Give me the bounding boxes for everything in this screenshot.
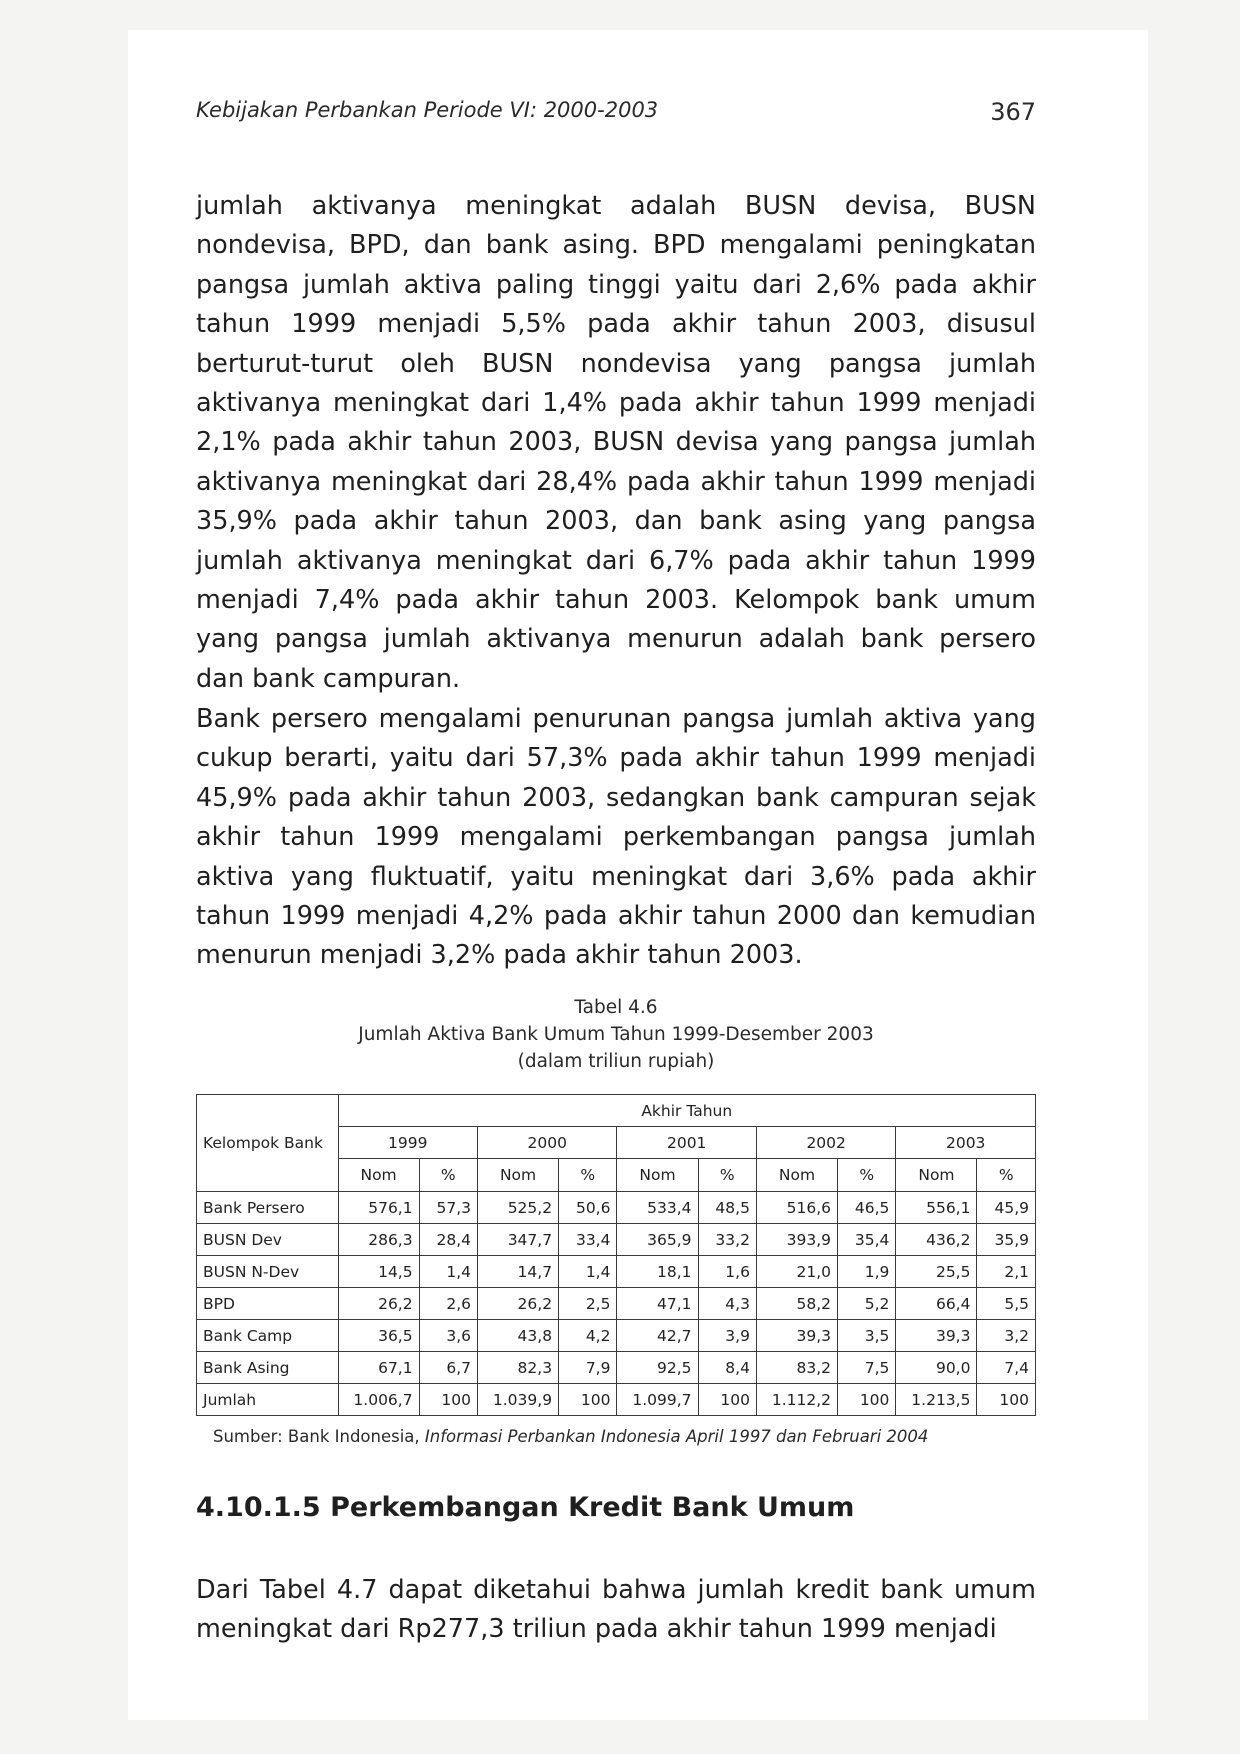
- table-cell: 35,4: [838, 1224, 896, 1256]
- sub-header-percent: %: [559, 1159, 617, 1192]
- table-cell: 35,9: [977, 1224, 1036, 1256]
- table-cell: 100: [977, 1384, 1036, 1416]
- table-cell: 43,8: [478, 1320, 559, 1352]
- table-cell: 533,4: [617, 1192, 698, 1224]
- table-cell: 100: [698, 1384, 756, 1416]
- table-cell: 516,6: [756, 1192, 837, 1224]
- table-cell: 1.112,2: [756, 1384, 837, 1416]
- table-header-row: [197, 1095, 1036, 1127]
- row-group-label: BUSN N-Dev: [197, 1256, 339, 1288]
- table-cell: 14,7: [478, 1256, 559, 1288]
- table-cell: 50,6: [559, 1192, 617, 1224]
- table-row: [197, 1352, 1036, 1384]
- year-header: 2000: [478, 1127, 617, 1159]
- table-cell: 39,3: [896, 1320, 977, 1352]
- table-cell: 33,2: [698, 1224, 756, 1256]
- period-header: Akhir Tahun: [338, 1095, 1035, 1127]
- table-cell: 1.039,9: [478, 1384, 559, 1416]
- table-cell: 5,2: [838, 1288, 896, 1320]
- sub-header-nom: Nom: [478, 1159, 559, 1192]
- table-cell: 436,2: [896, 1224, 977, 1256]
- table-cell: 1,4: [419, 1256, 477, 1288]
- table-cell: 39,3: [756, 1320, 837, 1352]
- table-cell: 90,0: [896, 1352, 977, 1384]
- table-cell: 92,5: [617, 1352, 698, 1384]
- table-row: [197, 1288, 1036, 1320]
- body-paragraph-2: Bank persero mengalami penurunan pangsa jumlah aktiva yang cukup berarti, yaitu dari 57,3% pada akhir tahun 1999 menjadi 45,9% pada akhir tahun 2003, sedangkan bank campuran sejak akhir tahun 1999 mengalami perkembangan pangsa jumlah aktiva yang fluktuatif, yaitu meningkat dari 3,6% pada akhir tahun 1999 menjadi 4,2% pada akhir tahun 2000 dan kemudian menurun menjadi 3,2% pada akhir tahun 2003.: [196, 704, 1036, 971]
- table-cell: 21,0: [756, 1256, 837, 1288]
- row-group-label: BUSN Dev: [197, 1224, 339, 1256]
- table-cell: 25,5: [896, 1256, 977, 1288]
- table-row: [197, 1192, 1036, 1224]
- sub-header-nom: Nom: [338, 1159, 419, 1192]
- table-cell: 58,2: [756, 1288, 837, 1320]
- table-cell: 6,7: [419, 1352, 477, 1384]
- running-header: [196, 98, 1036, 132]
- table-cell: 100: [419, 1384, 477, 1416]
- table-cell: 100: [559, 1384, 617, 1416]
- table-cell: 4,3: [698, 1288, 756, 1320]
- table-cell: 33,4: [559, 1224, 617, 1256]
- sub-header-percent: %: [977, 1159, 1036, 1192]
- row-group-label: Jumlah: [197, 1384, 339, 1416]
- table-cell: 100: [838, 1384, 896, 1416]
- table-cell: 1,4: [559, 1256, 617, 1288]
- table-cell: 576,1: [338, 1192, 419, 1224]
- table-cell: 83,2: [756, 1352, 837, 1384]
- table-cell: 45,9: [977, 1192, 1036, 1224]
- table-cell: 365,9: [617, 1224, 698, 1256]
- row-group-label: BPD: [197, 1288, 339, 1320]
- assets-table: [196, 1094, 1036, 1416]
- table-cell: 1,9: [838, 1256, 896, 1288]
- table-cell: 18,1: [617, 1256, 698, 1288]
- table-cell: 525,2: [478, 1192, 559, 1224]
- table-cell: 8,4: [698, 1352, 756, 1384]
- table-source-note: [213, 1427, 928, 1446]
- table-cell: 3,2: [977, 1320, 1036, 1352]
- body-paragraph-1: jumlah aktivanya meningkat adalah BUSN devisa, BUSN nondevisa, BPD, dan bank asing. BPD mengalami peningkatan pangsa jumlah aktiva paling tinggi yaitu dari 2,6% pada akhir tahun 1999 menjadi 5,5% pada akhir tahun 2003, disusul berturut-turut oleh BUSN nondevisa yang pangsa jumlah aktivanya meningkat dari 1,4% pada akhir tahun 1999 menjadi 2,1% pada akhir tahun 2003, BUSN devisa yang pangsa jumlah aktivanya meningkat dari 28,4% pada akhir tahun 1999 menjadi 35,9% pada akhir tahun 2003, dan bank asing yang pangsa jumlah aktivanya meningkat dari 6,7% pada akhir tahun 1999 menjadi 7,4% pada akhir tahun 2003. Kelompok bank umum yang pangsa jumlah aktivanya menurun adalah bank persero dan bank campuran.: [196, 191, 1036, 694]
- table-cell: 1,6: [698, 1256, 756, 1288]
- table-total-row: [197, 1384, 1036, 1416]
- sub-header-nom: Nom: [896, 1159, 977, 1192]
- table-cell: 7,4: [977, 1352, 1036, 1384]
- table-cell: 7,9: [559, 1352, 617, 1384]
- year-header: 2002: [756, 1127, 895, 1159]
- page-number: 367: [990, 98, 1036, 126]
- table-cell: 28,4: [419, 1224, 477, 1256]
- table-cell: 1.099,7: [617, 1384, 698, 1416]
- table-cell: 67,1: [338, 1352, 419, 1384]
- table-cell: 3,6: [419, 1320, 477, 1352]
- table-cell: 7,5: [838, 1352, 896, 1384]
- table-cell: 46,5: [838, 1192, 896, 1224]
- running-title: Kebijakan Perbankan Periode VI: 2000-2003: [196, 98, 659, 122]
- year-header: 1999: [338, 1127, 477, 1159]
- table-cell: 26,2: [338, 1288, 419, 1320]
- table-cell: 42,7: [617, 1320, 698, 1352]
- table-cell: 5,5: [977, 1288, 1036, 1320]
- table-caption: [196, 994, 1036, 1075]
- table-cell: 66,4: [896, 1288, 977, 1320]
- table-title: Jumlah Aktiva Bank Umum Tahun 1999-Desember 2003: [358, 1024, 874, 1045]
- table-cell: 82,3: [478, 1352, 559, 1384]
- row-group-label: Bank Camp: [197, 1320, 339, 1352]
- sub-header-percent: %: [419, 1159, 477, 1192]
- body-paragraph-3: Dari Tabel 4.7 dapat diketahui bahwa jumlah kredit bank umum meningkat dari Rp277,3 triliun pada akhir tahun 1999 menjadi: [196, 1575, 1036, 1645]
- table-cell: 26,2: [478, 1288, 559, 1320]
- table-row: [197, 1256, 1036, 1288]
- row-group-label: Bank Asing: [197, 1352, 339, 1384]
- table-cell: 4,2: [559, 1320, 617, 1352]
- table-cell: 2,6: [419, 1288, 477, 1320]
- sub-header-percent: %: [838, 1159, 896, 1192]
- year-header: 2001: [617, 1127, 756, 1159]
- table-cell: 286,3: [338, 1224, 419, 1256]
- source-publication: Informasi Perbankan Indonesia April 1997 dan Februari 2004: [424, 1427, 929, 1446]
- table-cell: 556,1: [896, 1192, 977, 1224]
- row-group-label: Bank Persero: [197, 1192, 339, 1224]
- group-column-header: Kelompok Bank: [197, 1095, 339, 1192]
- source-prefix: Sumber: Bank Indonesia,: [213, 1427, 425, 1446]
- table-cell: 1.006,7: [338, 1384, 419, 1416]
- table-cell: 3,5: [838, 1320, 896, 1352]
- sub-header-nom: Nom: [617, 1159, 698, 1192]
- table-cell: 2,1: [977, 1256, 1036, 1288]
- table-cell: 1.213,5: [896, 1384, 977, 1416]
- table-cell: 57,3: [419, 1192, 477, 1224]
- table-row: [197, 1224, 1036, 1256]
- table-cell: 14,5: [338, 1256, 419, 1288]
- section-heading: 4.10.1.5 Perkembangan Kredit Bank Umum: [196, 1492, 855, 1523]
- table-cell: 48,5: [698, 1192, 756, 1224]
- table-cell: 36,5: [338, 1320, 419, 1352]
- table-unit: (dalam triliun rupiah): [517, 1051, 715, 1072]
- sub-header-percent: %: [698, 1159, 756, 1192]
- table-cell: 3,9: [698, 1320, 756, 1352]
- table-number: Tabel 4.6: [574, 997, 658, 1018]
- table-cell: 393,9: [756, 1224, 837, 1256]
- year-header: 2003: [896, 1127, 1036, 1159]
- sub-header-nom: Nom: [756, 1159, 837, 1192]
- table-row: [197, 1320, 1036, 1352]
- table-cell: 2,5: [559, 1288, 617, 1320]
- table-cell: 347,7: [478, 1224, 559, 1256]
- table-cell: 47,1: [617, 1288, 698, 1320]
